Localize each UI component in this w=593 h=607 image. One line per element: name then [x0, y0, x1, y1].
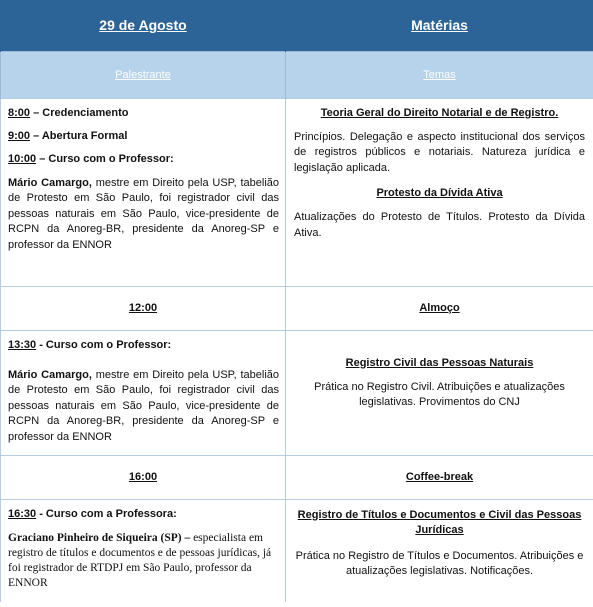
speaker-heading: Palestrante [1, 51, 286, 98]
speaker-bio: Graciano Pinheiro de Siqueira (SP) – especialista em registro de títulos e documentos e de pessoas jurídicas, já foi registrador de RTDPJ em São Paulo, professor da ENNOR [8, 531, 272, 589]
speaker-cell [1, 499, 286, 602]
subheader-row [1, 51, 593, 98]
topic-text: Prática no Registro Civil. Atribuições e atualizações legislativas. Provimentos do CNJ [314, 380, 565, 408]
break-time: 12:00 [1, 286, 286, 330]
topic-title: Protesto da Dívida Ativa [376, 187, 503, 199]
speaker-bio: Mário Camargo, mestre em Direito pela USP, tabelião de Protesto em São Paulo, foi registrador civil das pessoas naturais em São Paulo, vice-presidente de RCPN da Anoreg-BR, presidente da Anoreg-SP e professor da ENNOR [8, 176, 279, 251]
topic-cell [286, 98, 593, 286]
topics-heading: Temas [286, 51, 593, 98]
break-time: 16:00 [1, 455, 286, 499]
schedule-line: 9:00 – Abertura Formal [8, 129, 128, 142]
schedule-line: 10:00 – Curso com o Professor: [8, 152, 174, 165]
date-heading: 29 de Agosto [1, 0, 286, 51]
topic-cell [286, 499, 593, 602]
topic-text: Prática no Registro de Títulos e Documentos. Atribuições e atualizações legislativas. Notificações. [295, 549, 584, 577]
speaker-cell [1, 98, 286, 286]
speaker-cell [1, 330, 286, 455]
break-label: Almoço [286, 286, 593, 330]
speaker-bio: Mário Camargo, mestre em Direito pela USP, tabelião de Protesto em São Paulo, foi registrador civil das pessoas naturais em São Paulo, vice-presidente de RCPN da Anoreg-BR, presidente da Anoreg-SP e professor da ENNOR [8, 368, 279, 443]
session-row [1, 98, 593, 286]
break-label: Coffee-break [286, 455, 593, 499]
session-row [1, 499, 593, 602]
topic-text: Atualizações do Protesto de Títulos. Protesto da Dívida Ativa. [294, 211, 585, 239]
topic-title: Registro Civil das Pessoas Naturais [345, 356, 534, 369]
topic-title: Teoria Geral do Direito Notarial e de Registro. [320, 106, 559, 119]
schedule-line: 13:30 - Curso com o Professor: [8, 338, 172, 351]
topic-title: Registro de Títulos e Documentos e Civil das Pessoas Jurídicas [297, 508, 582, 536]
schedule-line: 8:00 – Credenciamento [8, 106, 129, 119]
session-row [1, 330, 593, 455]
break-row [1, 455, 593, 499]
topic-cell [286, 330, 593, 455]
header-row [1, 0, 593, 51]
topic-text: Princípios. Delegação e aspecto institucional dos serviços de registros públicos e notariais. Natureza jurídica e legislação aplicada. [294, 130, 585, 174]
subjects-heading: Matérias [286, 0, 593, 51]
break-row [1, 286, 593, 330]
schedule-line: 16:30 - Curso com a Professora: [8, 507, 177, 520]
